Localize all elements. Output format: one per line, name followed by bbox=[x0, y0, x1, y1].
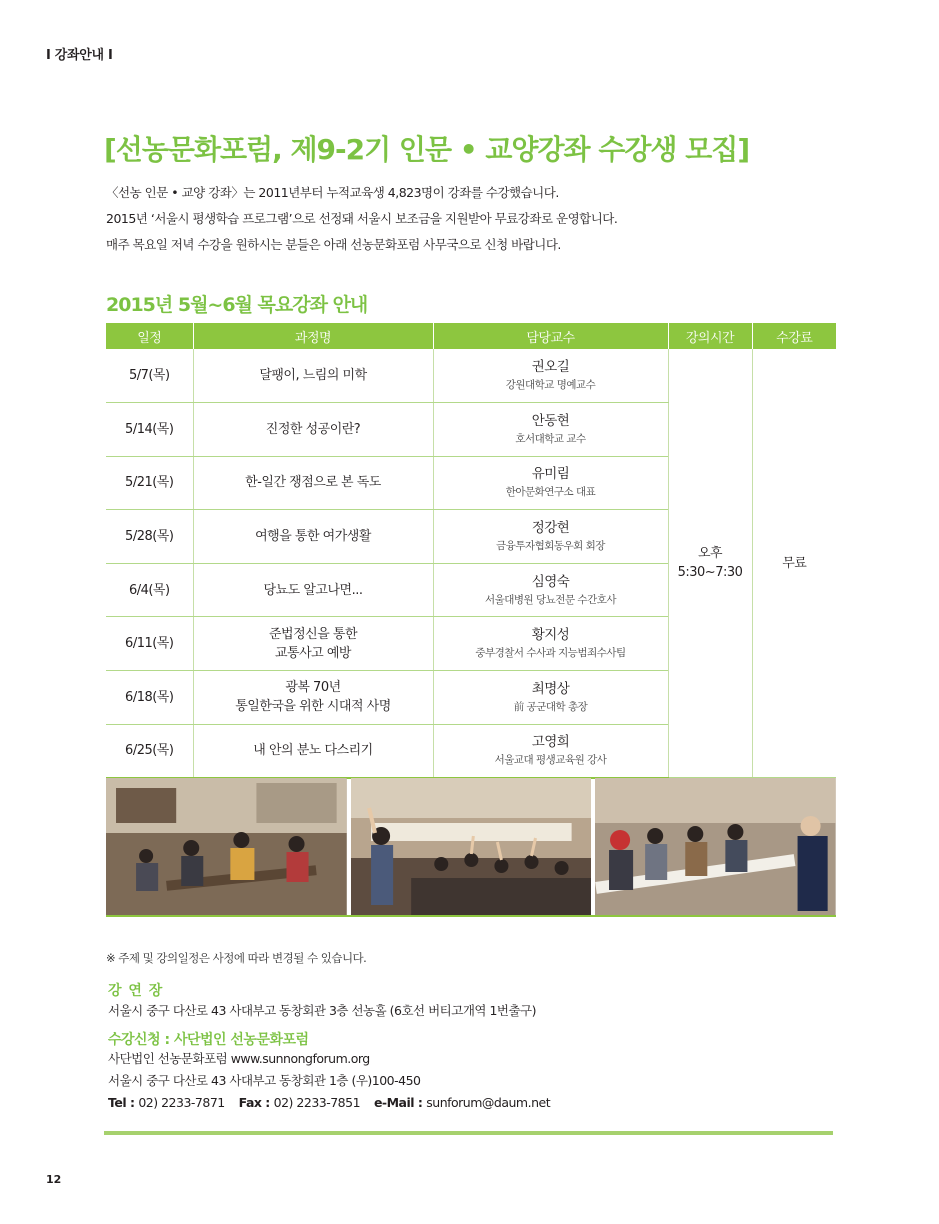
professor-name: 최명상 bbox=[531, 680, 570, 697]
course-title-line: 교통사고 예방 bbox=[275, 645, 351, 661]
course-title-line: 내 안의 분노 다스리기 bbox=[253, 743, 373, 759]
cell-course bbox=[193, 671, 433, 725]
cell-course bbox=[193, 510, 433, 564]
table-row bbox=[106, 349, 836, 403]
lecture-photo-1 bbox=[106, 778, 347, 915]
schedule-title: 2015년 5월~6월 목요강좌 안내 bbox=[106, 294, 368, 316]
apply-address: 서울시 중구 다산로 43 사대부고 동창회관 1층 (우)100-450 bbox=[108, 1073, 421, 1088]
cell-fee: 무료 bbox=[752, 349, 836, 778]
lecture-photo-2 bbox=[351, 778, 592, 915]
professor-affiliation: 강원대학교 명예교수 bbox=[505, 379, 596, 392]
lecture-photo-3 bbox=[595, 778, 836, 915]
schedule-note: ※ 주제 및 강의일정은 사정에 따라 변경될 수 있습니다. bbox=[106, 951, 367, 965]
email-address: sunforum@daum.net bbox=[426, 1095, 551, 1110]
professor-name: 정강현 bbox=[531, 520, 570, 537]
professor-affiliation: 서울교대 평생교육원 강사 bbox=[494, 754, 607, 767]
professor-name: 고영희 bbox=[531, 734, 570, 751]
cell-date: 5/28(목) bbox=[106, 510, 193, 564]
professor-affiliation: 前 공군대학 총장 bbox=[513, 700, 588, 713]
email-label: e-Mail : bbox=[373, 1095, 427, 1110]
cell-professor bbox=[433, 349, 668, 403]
apply-label: 수강신청 : 사단법인 선농문화포럼 bbox=[108, 1032, 309, 1048]
professor-name: 심영숙 bbox=[531, 573, 570, 590]
professor-affiliation: 금융투자협회동우회 회장 bbox=[496, 540, 605, 553]
page-title: [선농문화포럼, 제9-2기 인문 • 교양강좌 수강생 모집] bbox=[104, 133, 750, 166]
professor-name: 권오길 bbox=[531, 359, 570, 376]
fax-label: Fax : bbox=[238, 1095, 274, 1110]
professor-affiliation: 호서대학교 교수 bbox=[515, 432, 586, 445]
column-header-time: 강의시간 bbox=[668, 323, 752, 349]
cell-date: 5/21(목) bbox=[106, 456, 193, 510]
course-title-line: 광복 70년 bbox=[285, 680, 341, 696]
intro-line: 매주 목요일 저녁 수강을 원하시는 분들은 아래 선농문화포럼 사무국으로 신청 바랍니다. bbox=[106, 237, 561, 252]
apply-organization: 사단법인 선농문화포럼 www.sunnongforum.org bbox=[108, 1051, 370, 1066]
course-title-line: 진정한 성공이란? bbox=[265, 421, 361, 437]
column-header-course: 과정명 bbox=[193, 323, 433, 349]
cell-course bbox=[193, 563, 433, 617]
fax-number: 02) 2233-7851 bbox=[273, 1095, 361, 1110]
column-header-fee: 수강료 bbox=[752, 323, 836, 349]
cell-professor bbox=[433, 671, 668, 725]
cell-professor bbox=[433, 403, 668, 457]
cell-lecture-time bbox=[668, 349, 752, 778]
cell-course bbox=[193, 456, 433, 510]
professor-affiliation: 서울대병원 당뇨전문 수간호사 bbox=[484, 593, 617, 606]
cell-professor bbox=[433, 456, 668, 510]
contact-line bbox=[108, 1092, 550, 1114]
intro-text bbox=[106, 180, 846, 258]
column-header-date: 일정 bbox=[106, 323, 193, 349]
professor-name: 안동현 bbox=[531, 412, 570, 429]
cell-professor bbox=[433, 617, 668, 671]
course-title-line: 달팽이, 느림의 미학 bbox=[259, 368, 367, 384]
professor-name: 황지성 bbox=[531, 627, 570, 644]
apply-info bbox=[108, 1048, 550, 1114]
cell-date: 6/25(목) bbox=[106, 724, 193, 778]
cell-date: 5/14(목) bbox=[106, 403, 193, 457]
cell-professor bbox=[433, 510, 668, 564]
professor-name: 유미림 bbox=[531, 466, 570, 483]
cell-course bbox=[193, 349, 433, 403]
intro-line: 2015년 ‘서울시 평생학습 프로그램’으로 선정돼 서울시 보조금을 지원받아 무료강좌로 운영합니다. bbox=[106, 211, 618, 226]
table-header-row bbox=[106, 323, 836, 349]
cell-date: 6/18(목) bbox=[106, 671, 193, 725]
cell-course bbox=[193, 617, 433, 671]
course-title-line: 한-일간 쟁점으로 본 독도 bbox=[245, 475, 381, 491]
cell-professor bbox=[433, 563, 668, 617]
lecture-time-label: 오후 bbox=[697, 546, 723, 562]
section-tag: I 강좌안내 I bbox=[46, 48, 113, 63]
course-title-line: 준법정신을 통한 bbox=[268, 626, 358, 642]
cell-date: 5/7(목) bbox=[106, 349, 193, 403]
professor-affiliation: 한아문화연구소 대표 bbox=[505, 486, 596, 499]
schedule-table bbox=[106, 323, 836, 779]
lecture-time-range: 5:30~7:30 bbox=[677, 565, 743, 581]
cell-date: 6/4(목) bbox=[106, 563, 193, 617]
tel-label: Tel : bbox=[108, 1095, 139, 1110]
column-header-professor: 담당교수 bbox=[433, 323, 668, 349]
cell-date: 6/11(목) bbox=[106, 617, 193, 671]
course-title-line: 여행을 통한 여가생활 bbox=[255, 529, 371, 545]
cell-professor bbox=[433, 724, 668, 778]
venue-label: 강 연 장 bbox=[108, 983, 164, 999]
footer-divider bbox=[104, 1131, 833, 1135]
tel-number: 02) 2233-7871 bbox=[138, 1095, 225, 1110]
intro-line: 〈선농 인문 • 교양 강좌〉는 2011년부터 누적교육생 4,823명이 강좌를 수강했습니다. bbox=[106, 185, 559, 200]
cell-course bbox=[193, 724, 433, 778]
page-number: 12 bbox=[46, 1173, 62, 1186]
course-title-line: 당뇨도 알고나면... bbox=[263, 582, 363, 598]
venue-address: 서울시 중구 다산로 43 사대부고 동창회관 3층 선농홀 (6호선 버티고개역 1번출구) bbox=[108, 1003, 537, 1018]
lecture-photos bbox=[106, 778, 836, 917]
cell-course bbox=[193, 403, 433, 457]
course-title-line: 통일한국을 위한 시대적 사명 bbox=[235, 699, 391, 715]
professor-affiliation: 중부경찰서 수사과 지능범죄수사팀 bbox=[475, 647, 626, 660]
